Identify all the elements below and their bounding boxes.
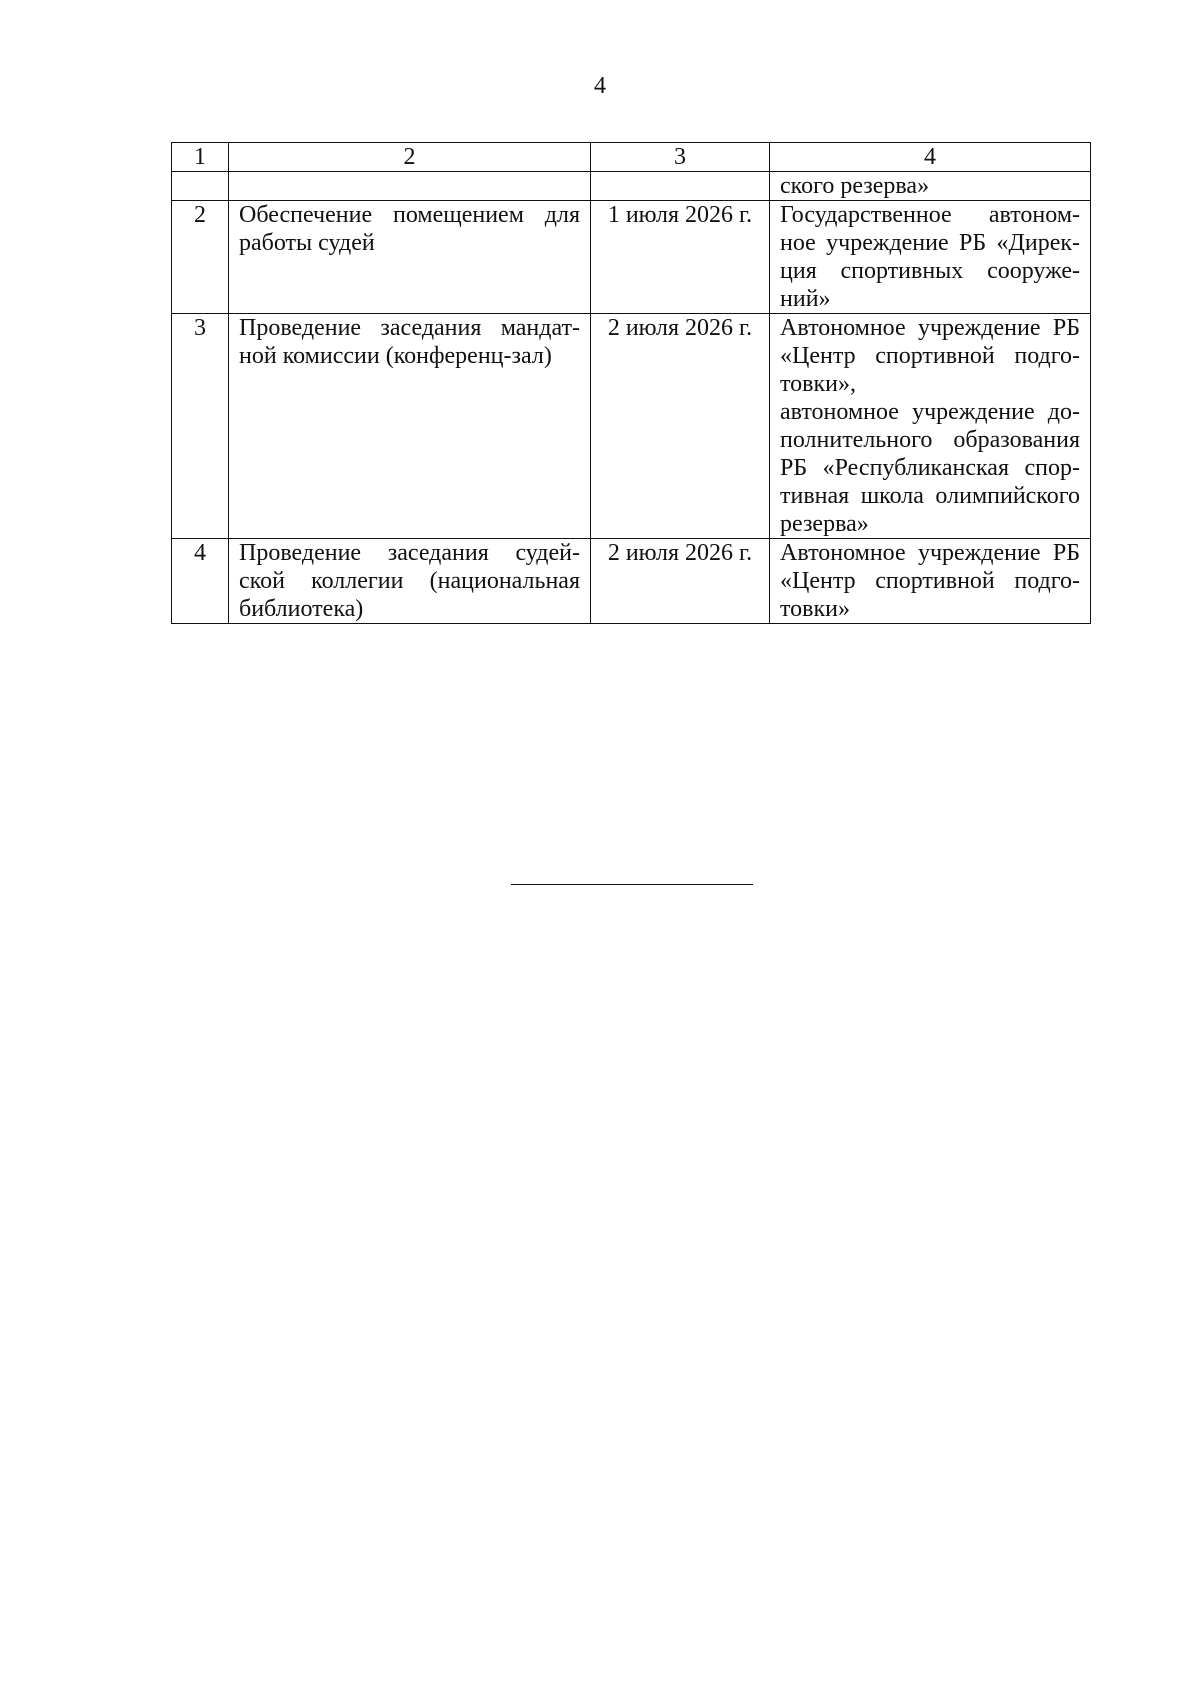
- responsible-text-line: ний»: [780, 286, 831, 312]
- responsible-text-line: тивная школа олимпийского: [780, 483, 1080, 509]
- event-text-line: Проведение заседания мандат-: [239, 315, 580, 341]
- responsible-text-line: ция спортивных сооруже-: [780, 258, 1080, 284]
- end-of-document-rule: [511, 884, 753, 885]
- header-cell-col3: 3: [591, 143, 770, 172]
- responsible-text-line: товки»,: [780, 371, 857, 397]
- table-row: [172, 314, 1091, 539]
- responsible-text-line: ского резерва»: [780, 173, 930, 199]
- responsible-text-line: Автономное учреждение РБ: [780, 540, 1080, 566]
- responsible-text-line: «Центр спортивной подго-: [780, 568, 1080, 594]
- event-cell: [229, 172, 591, 201]
- event-text-line: ной комиссии (конференц-зал): [239, 343, 552, 369]
- responsible-text-line: «Центр спортивной подго-: [780, 343, 1080, 369]
- page-number: 4: [594, 73, 606, 99]
- events-table: [171, 142, 1091, 624]
- event-cell: [229, 201, 591, 314]
- date-cell: 2 июля 2026 г.: [591, 314, 770, 539]
- event-text-line: работы судей: [239, 230, 375, 256]
- event-text-line: библиотека): [239, 596, 364, 622]
- responsible-text-line: товки»: [780, 596, 851, 622]
- table-row: [172, 172, 1091, 201]
- responsible-text-line: Автономное учреждение РБ: [780, 315, 1080, 341]
- date-cell: 2 июля 2026 г.: [591, 539, 770, 624]
- event-text-line: ской коллегии (национальная: [239, 568, 580, 594]
- responsible-cell: [770, 539, 1091, 624]
- responsible-text-line: ное учреждение РБ «Дирек-: [780, 230, 1080, 256]
- date-cell: 1 июля 2026 г.: [591, 201, 770, 314]
- row-number-cell: [172, 172, 229, 201]
- event-cell: [229, 539, 591, 624]
- responsible-cell: [770, 201, 1091, 314]
- row-number-cell: 3: [172, 314, 229, 539]
- responsible-text-line: автономное учреждение до-: [780, 399, 1080, 425]
- header-cell-col4: 4: [770, 143, 1091, 172]
- responsible-text-line: РБ «Республиканская спор-: [780, 455, 1080, 481]
- header-cell-col2: 2: [229, 143, 591, 172]
- table-row: [172, 539, 1091, 624]
- date-cell: [591, 172, 770, 201]
- event-text-line: Проведение заседания судей-: [239, 540, 580, 566]
- responsible-text-line: резерва»: [780, 511, 869, 537]
- row-number-cell: 4: [172, 539, 229, 624]
- responsible-text-line: Государственное автоном-: [780, 202, 1080, 228]
- event-text-line: Обеспечение помещением для: [239, 202, 580, 228]
- row-number-cell: 2: [172, 201, 229, 314]
- event-cell: [229, 314, 591, 539]
- table-header-row: [172, 143, 1091, 172]
- responsible-cell: [770, 314, 1091, 539]
- responsible-cell: [770, 172, 1091, 201]
- header-cell-col1: 1: [172, 143, 229, 172]
- responsible-text-line: полнительного образования: [780, 427, 1080, 453]
- table-row: [172, 201, 1091, 314]
